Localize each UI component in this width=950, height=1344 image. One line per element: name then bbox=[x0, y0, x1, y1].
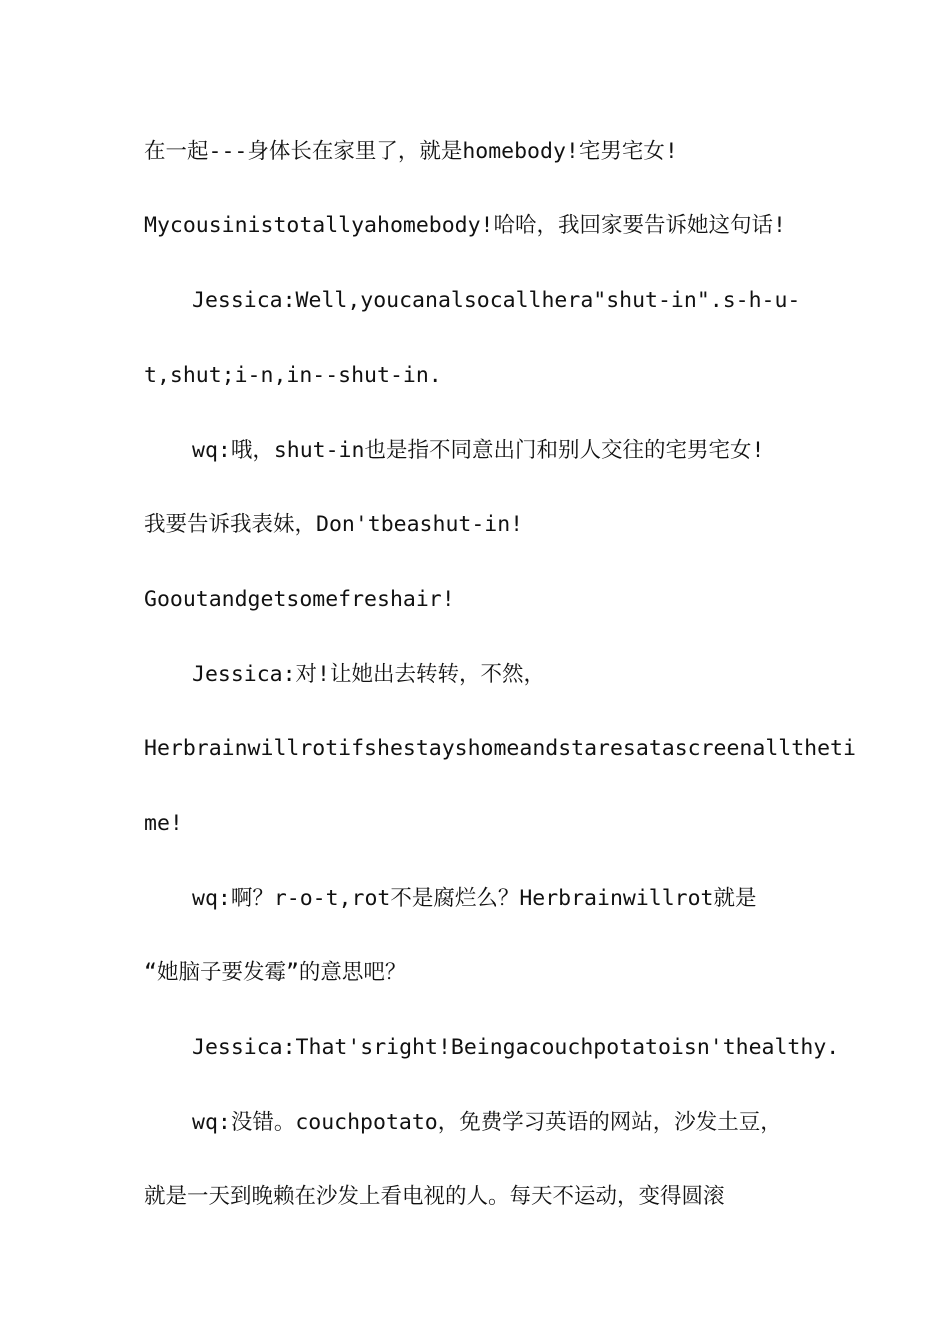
text-line-4: t,shut;i-n,in--shut-in. bbox=[144, 363, 442, 388]
text-line-2: Mycousinistotallyahomebody!哈哈，我回家要告诉她这句话! bbox=[144, 213, 786, 238]
text-line-14: wq:没错。couchpotato，免费学习英语的网站，沙发土豆， bbox=[192, 1110, 782, 1135]
text-line-13: Jessica:That'sright!Beingacouchpotatoisn'thealthy. bbox=[192, 1035, 840, 1060]
text-line-8: Jessica:对!让她出去转转，不然， bbox=[192, 662, 545, 687]
text-line-15: 就是一天到晚赖在沙发上看电视的人。每天不运动，变得圆滚 bbox=[144, 1184, 725, 1209]
text-line-7: Gooutandgetsomefreshair! bbox=[144, 587, 455, 612]
text-line-6: 我要告诉我表妹，Don'tbeashut-in! bbox=[144, 512, 524, 537]
text-line-5: wq:哦，shut-in也是指不同意出门和别人交往的宅男宅女! bbox=[192, 438, 765, 463]
text-line-12: “她脑子要发霉”的意思吧？ bbox=[144, 960, 407, 985]
text-line-3: Jessica:Well,youcanalsocallhera"shut-in".s-h-u- bbox=[192, 288, 801, 313]
text-line-1: 在一起---身体长在家里了，就是homebody!宅男宅女! bbox=[144, 139, 678, 164]
text-line-10: me! bbox=[144, 811, 183, 836]
text-line-9: Herbrainwillrotifshestayshomeandstaresatascreenalltheti bbox=[144, 736, 856, 761]
text-line-11: wq:啊？r-o-t,rot不是腐烂么？Herbrainwillrot就是 bbox=[192, 886, 757, 911]
